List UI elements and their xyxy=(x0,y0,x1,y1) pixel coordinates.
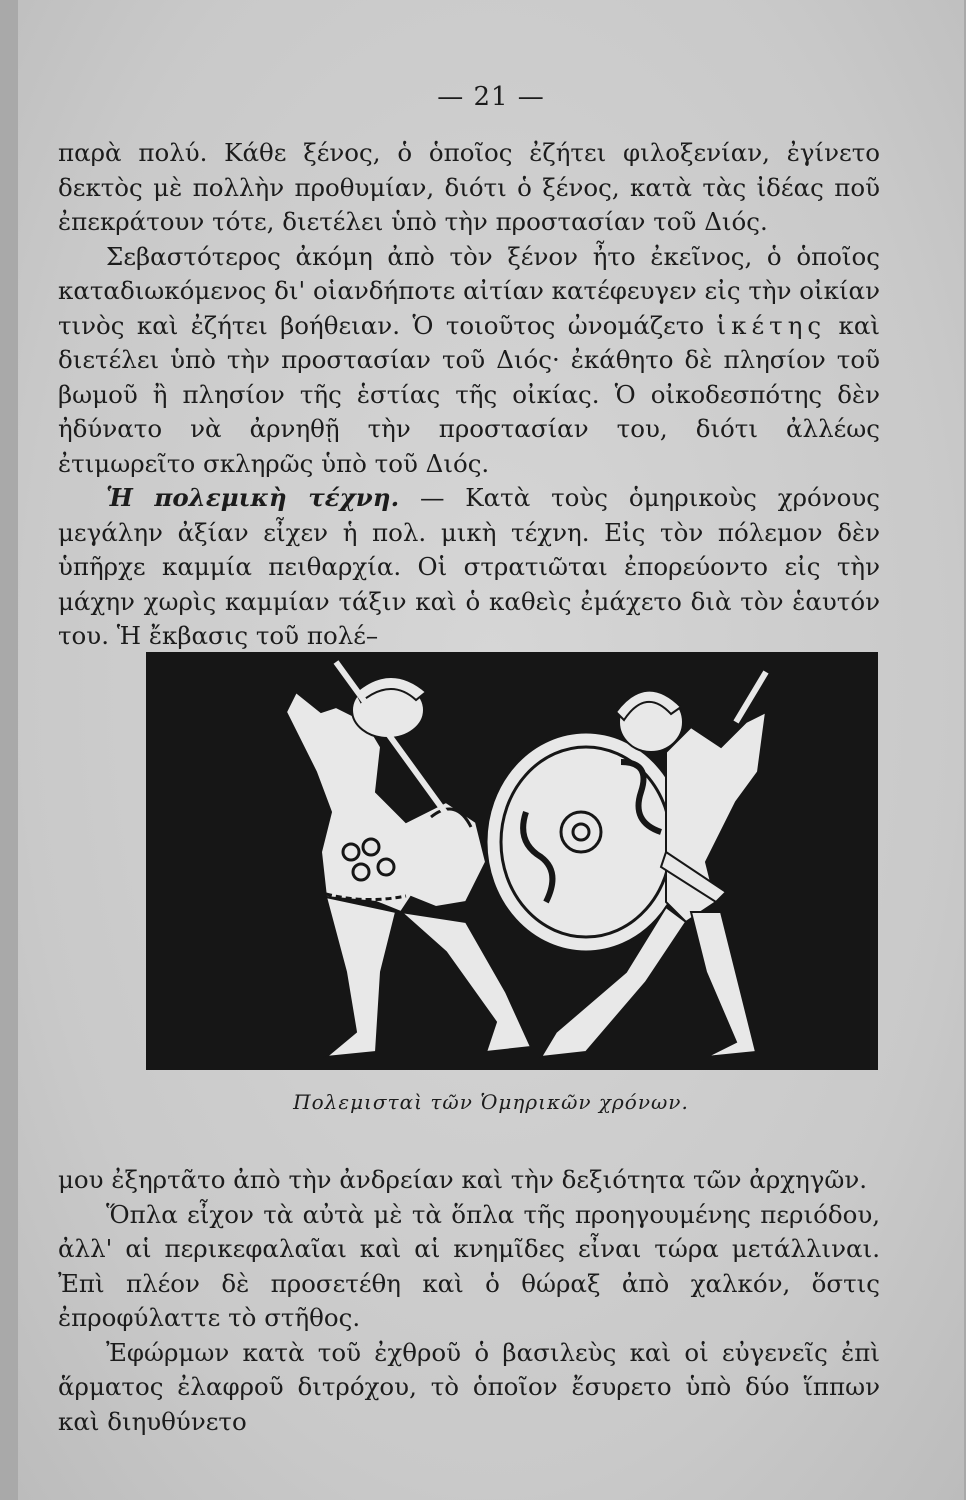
warriors-illustration xyxy=(146,652,878,1070)
bottom-text-block xyxy=(58,1163,880,1439)
page-number: — 21 — xyxy=(437,82,545,112)
paragraph-hospitality: παρὰ πολύ. Κάθε ξένος, ὁ ὁποῖος ἐζήτει φιλοξενίαν, ἐγίνετο δεκτὸς μὲ πολλὴν προθυμίαν, διότι ὁ ξένος, κατὰ τὰς ἰδέας ποῦ ἐπεκράτουν τότε, διετέλει ὑπὸ τὴν προστασίαν τοῦ Διός. xyxy=(58,138,880,236)
paragraph-weapons: Ὅπλα εἶχον τὰ αὐτὰ μὲ τὰ ὅπλα τῆς προηγουμένης περιόδου, ἀλλ' αἱ περικεφαλαῖαι καὶ αἱ κνημῖδες εἶναι τώρα μετάλλιναι. Ἐπὶ πλέον δὲ προσετέθη καὶ ὁ θώραξ ἀπὸ χαλκόν, ὅστις ἐπροφύλαττε τὸ στῆθος. xyxy=(58,1199,880,1332)
top-text-block xyxy=(58,136,880,654)
art-of-war-text: — Κατὰ τοὺς ὁμηρικοὺς χρόνους μεγάλην ἀξίαν εἶχεν ἡ πολ. μικὴ τέχνη. Εἰς τὸν πόλεμον δὲν ὑπῆρχε καμμία πειθαρχία. Οἱ στρατιῶται ἐπορεύοντο εἰς τὴν μάχην χωρὶς καμμίαν τάξιν καὶ ὁ καθεὶς ἐμάχετο διὰ τὸν ἑαυτόν του. Ἡ ἔκβασις τοῦ πολέ– xyxy=(58,483,880,650)
paragraph-leaders: μου ἐξηρτᾶτο ἀπὸ τὴν ἀνδρείαν καὶ τὴν δεξιότητα τῶν ἀρχηγῶν. xyxy=(58,1165,868,1194)
suppliant-text-start: Σεβαστότερος ἀκόμη ἀπὸ τὸν ξένον ἦτο ἐκεῖνος, ὁ ὁποῖος καταδιωκόμενος δι' οἱανδήποτε αἰτίαν κατέφευγεν εἰς τὴν οἰκίαν τινὸς καὶ ἐζήτει βοήθειαν. Ὁ τοιοῦτος ὠνομάζετο xyxy=(58,241,880,340)
figure-caption: Πολεμισταὶ τῶν Ὁμηρικῶν χρόνων. xyxy=(293,1090,689,1114)
paragraph-art-of-war xyxy=(58,481,880,654)
paragraph-suppliant xyxy=(58,240,880,482)
suppliant-term: ἱκέτης xyxy=(716,310,827,340)
suppliant-text-end: καὶ διετέλει ὑπὸ τὴν προστασίαν τοῦ Διός· ἐκάθητο δὲ πλησίον τοῦ βωμοῦ ἢ πλησίον τῆς ἑστίας τῆς οἰκίας. Ὁ οἰκοδεσπότης δὲν ἠδύνατο νὰ ἀρνηθῇ τὴν προστασίαν του, διότι ἀλλέως ἐτιμωρεῖτο σκληρῶς ὑπὸ τοῦ Διός. xyxy=(58,310,880,478)
book-page xyxy=(18,0,964,1500)
paragraph-chariots: Ἐφώρμων κατὰ τοῦ ἐχθροῦ ὁ βασιλεὺς καὶ οἱ εὐγενεῖς ἐπὶ ἅρματος ἐλαφροῦ διτρόχου, τὸ ὁποῖον ἔσυρετο ὑπὸ δύο ἵππων καὶ διηυθύνετο xyxy=(58,1337,880,1436)
section-heading-art-of-war: Ἡ πολεμικὴ τέχνη. xyxy=(106,483,400,512)
